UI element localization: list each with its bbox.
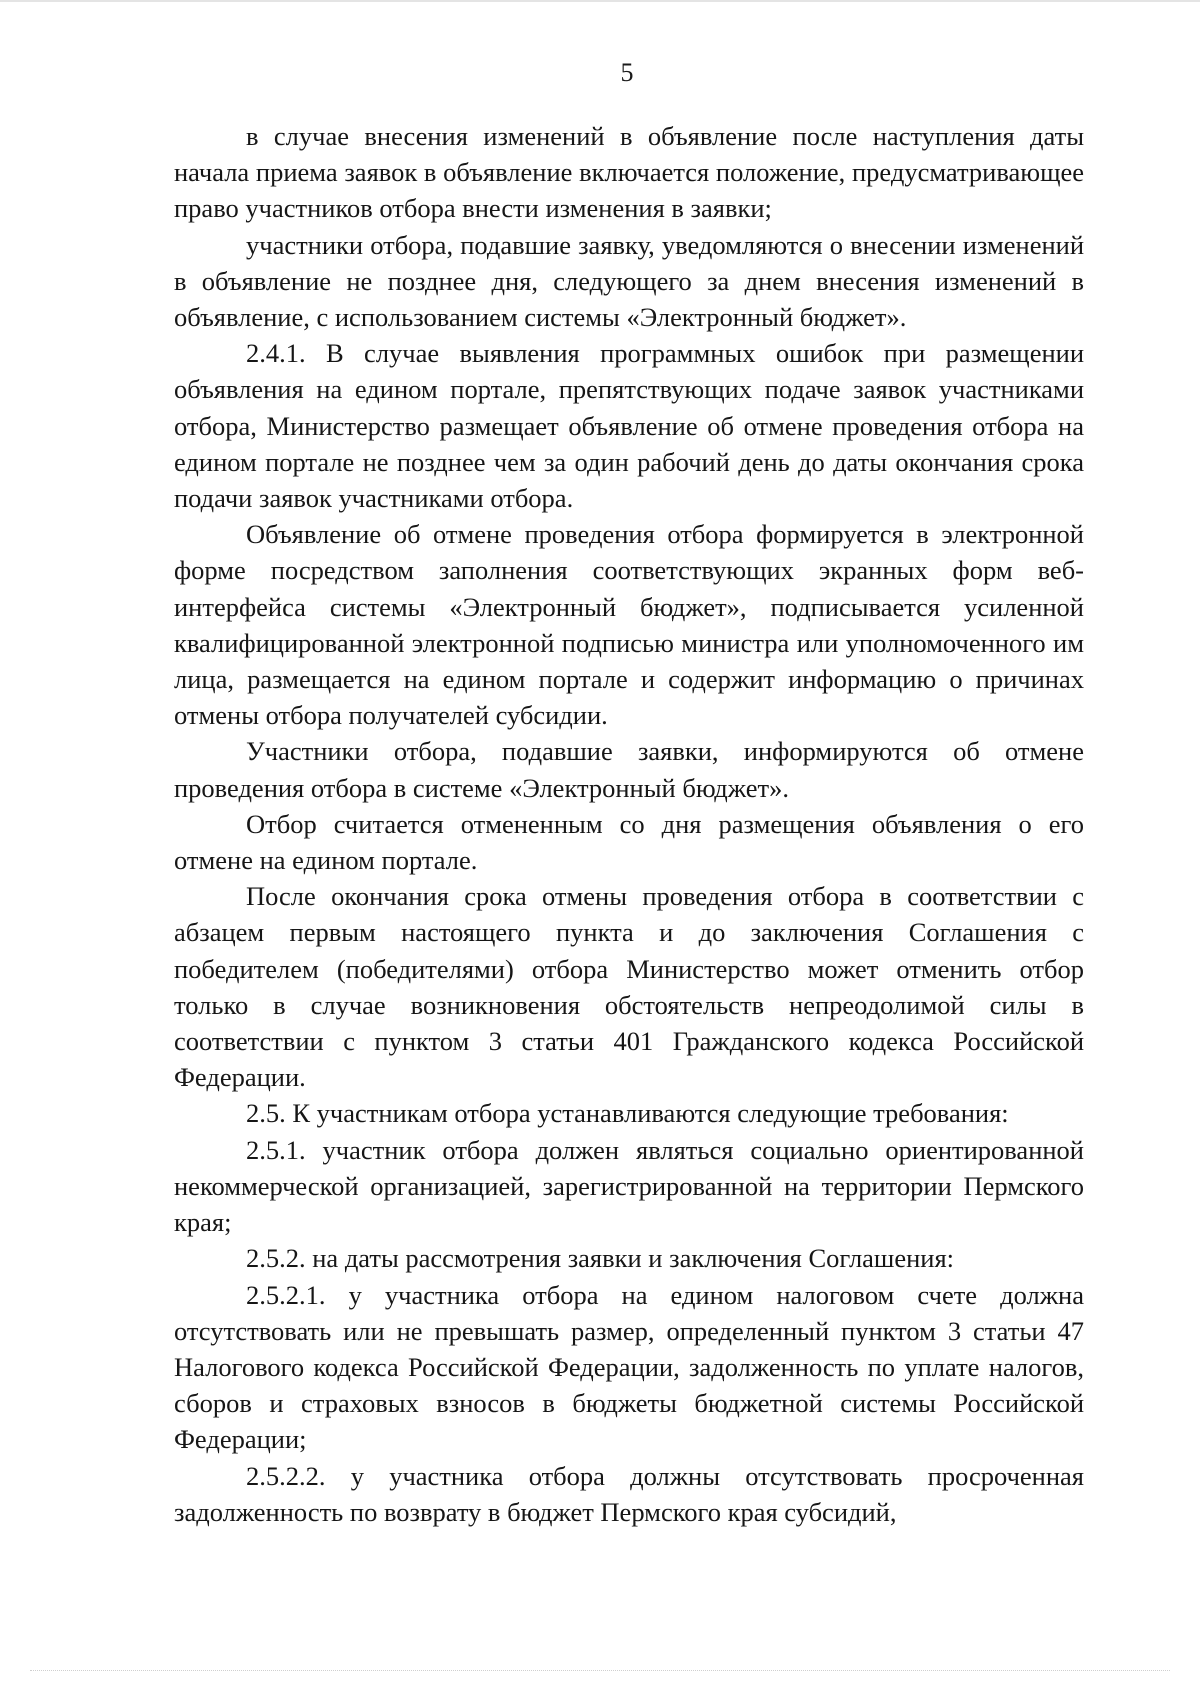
scan-top-edge bbox=[0, 0, 1200, 2]
paragraph-participant-notification: участники отбора, подавшие заявку, уведомляются о внесении изменений в объявление не позднее дня, следующего за днем внесения изменений в объявление, с использованием системы «Электронный бюджет». bbox=[174, 229, 1084, 333]
paragraph-2-5: 2.5. К участникам отбора устанавливаются следующие требования: bbox=[246, 1098, 1009, 1129]
scan-bottom-edge bbox=[30, 1670, 1170, 1672]
paragraph-cancellation-announcement: Объявление об отмене проведения отбора формируется в электронной форме посредством заполнения соответствующих экранных форм веб-интерфейса системы «Электронный бюджет», подписывается усиленной квалифицированной электронной подписью министра или уполномоченного им лица, размещается на едином портале и содержит информацию о причинах отмены отбора получателей субсидии. bbox=[174, 519, 1084, 731]
document-body bbox=[174, 118, 1084, 1530]
paragraph-2-5-2-1: 2.5.2.1. у участника отбора на едином налоговом счете должна отсутствовать или не превышать размер, определенный пунктом 3 статьи 47 Налогового кодекса Российской Федерации, задолженность по уплате налогов, сборов и страховых взносов в бюджеты бюджетной системы Российской Федерации; bbox=[174, 1279, 1084, 1455]
paragraph-amendment-notice: в случае внесения изменений в объявление после наступления даты начала приема заявок в объявление включается положение, предусматривающее право участников отбора внести изменения в заявки; bbox=[174, 121, 1084, 224]
page-number: 5 bbox=[620, 58, 634, 87]
paragraph-2-5-2: 2.5.2. на даты рассмотрения заявки и заключения Соглашения: bbox=[246, 1243, 955, 1274]
paragraph-selection-cancelled: Отбор считается отмененным со дня размещения объявления о его отмене на едином портале. bbox=[174, 808, 1084, 876]
paragraph-participants-informed: Участники отбора, подавшие заявки, информируются об отмене проведения отбора в системе «Электронный бюджет». bbox=[174, 736, 1084, 803]
paragraph-force-majeure: После окончания срока отмены проведения отбора в соответствии с абзацем первым настоящего пункта и до заключения Соглашения с победителем (победителями) отбора Министерство может отменить отбор только в случае возникновения обстоятельств непреодолимой силы в соответствии с пунктом 3 статьи 401 Гражданского кодекса Российской Федерации. bbox=[174, 881, 1084, 1093]
paragraph-2-5-1: 2.5.1. участник отбора должен являться социально ориентированной некоммерческой организацией, зарегистрированной на территории Пермского края; bbox=[174, 1134, 1084, 1238]
paragraph-2-4-1: 2.4.1. В случае выявления программных ошибок при размещении объявления на едином портале, препятствующих подаче заявок участниками отбора, Министерство размещает объявление об отмене проведения отбора на едином портале не позднее чем за один рабочий день до даты окончания срока подачи заявок участниками отбора. bbox=[174, 338, 1084, 514]
paragraph-2-5-2-2: 2.5.2.2. у участника отбора должны отсутствовать просроченная задолженность по возврату в бюджет Пермского края субсидий, bbox=[174, 1460, 1084, 1527]
